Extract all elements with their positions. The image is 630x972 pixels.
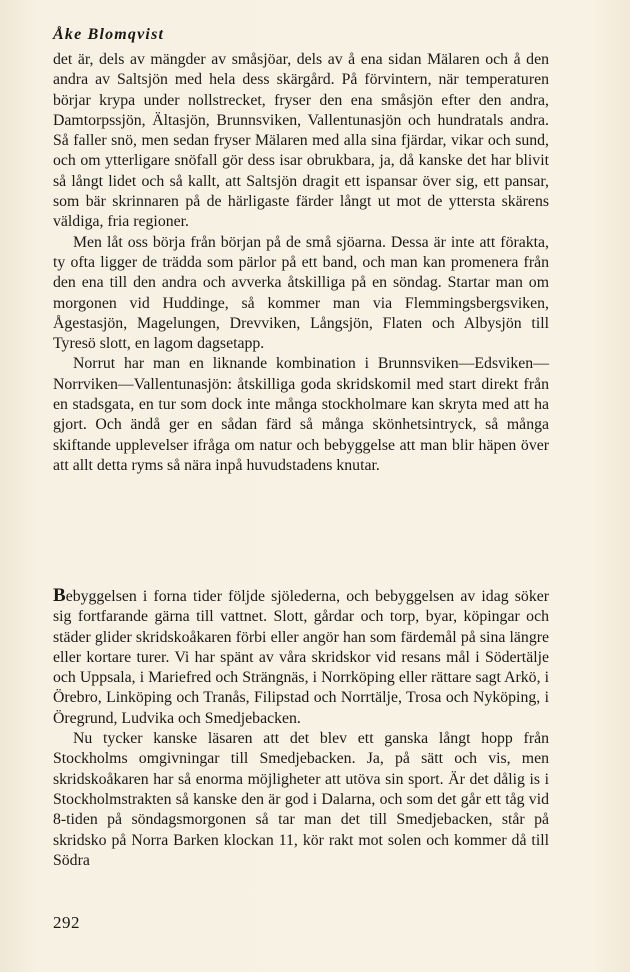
paragraph-4-text: ebyggelsen i forna tider följde sjölederna, och bebyggelsen av idag söker sig fortfarande gärna till vattnet. Slott, gårdar och torp, byar, köpingar och städer glider skridskoåkaren förbi eller angör han som färdemål på sina längre eller kortare turer. Vi har spänt av våra skridskor vid resans mål i Södertälje och Uppsala, i Mariefred och Strängnäs, i Norrköping eller rättare sagt Arkö, i Örebro, Linköping och Tranås, Filipstad och Norrtälje, Trosa och Nyköping, i Öregrund, Ludvika och Smedjebacken.: [53, 588, 549, 727]
paragraph-5: Nu tycker kanske läsaren att det blev ett ganska långt hopp från Stockholms omgivningar till Smedjebacken. Ja, på sätt och vis, men skridskoåkaren har så enorma möjligheter att utöva sin sport. Är det dålig is i Stockholmstrakten så kanske den är god i Dalarna, och som det går ett tåg vid 8-tiden på söndagsmorgonen så tar man det till Smedjebacken, står på skridsko på Norra Barken klockan 11, kör rakt mot solen och kommer då till Södra: [53, 730, 549, 869]
paragraph-4: [53, 586, 549, 729]
running-header: Åke Blomqvist: [53, 26, 165, 43]
drop-cap-letter: B: [53, 585, 66, 606]
paragraph-2: Men låt oss börja från början på de små sjöarna. Dessa är inte att förakta, ty ofta ligger de trädda som pärlor på ett band, och man kan promenera från den ena till den andra och avverka åtskilliga på en söndag. Startar man om morgonen vid Huddinge, så kommer man via Flemmingsbergsviken, Ågestasjön, Magelungen, Drevviken, Långsjön, Flaten och Albysjön till Tyresö slott, en lagom dagsetapp.: [53, 233, 549, 353]
section-2: [53, 586, 549, 871]
paragraph-1: det är, dels av mängder av småsjöar, dels av å ena sidan Mälaren och å den andra av Saltsjön med hela dess skärgård. På förvintern, när temperaturen börjar krypa under nollstrecket, fryser den ena småsjön efter den andra, Damtorpssjön, Ältasjön, Brunnsviken, Vallentunasjön och hundratals andra. Så faller snö, men sedan fryser Mälaren med alla sina fjärdar, vikar och sund, och om ytterligare snöfall gör dess isar obrukbara, ja, då kanske det har blivit så långt lidet och så kallt, att Saltsjön dragit ett ispansar över sig, ett pansar, som bär skrinnaren på de härligaste färder långt ut mot de yttersta skärens väldiga, fria regioner.: [53, 51, 549, 231]
section-1: [53, 50, 549, 476]
paragraph-3: Norrut har man en liknande kombination i Brunnsviken—Edsviken—Norrviken—Vallentunasjön: åtskilliga goda skridskomil med start direkt från en stadsgata, en tur som dock inte många stockholmare kan skryta med att ha gjort. Och ändå ger en sådan färd så många skönhetsintryck, så många skiftande upplevelser ifråga om natur och bebyggelse att man blir häpen över att allt detta ryms så nära inpå huvudstadens knutar.: [53, 355, 549, 474]
page-number: 292: [53, 913, 80, 932]
